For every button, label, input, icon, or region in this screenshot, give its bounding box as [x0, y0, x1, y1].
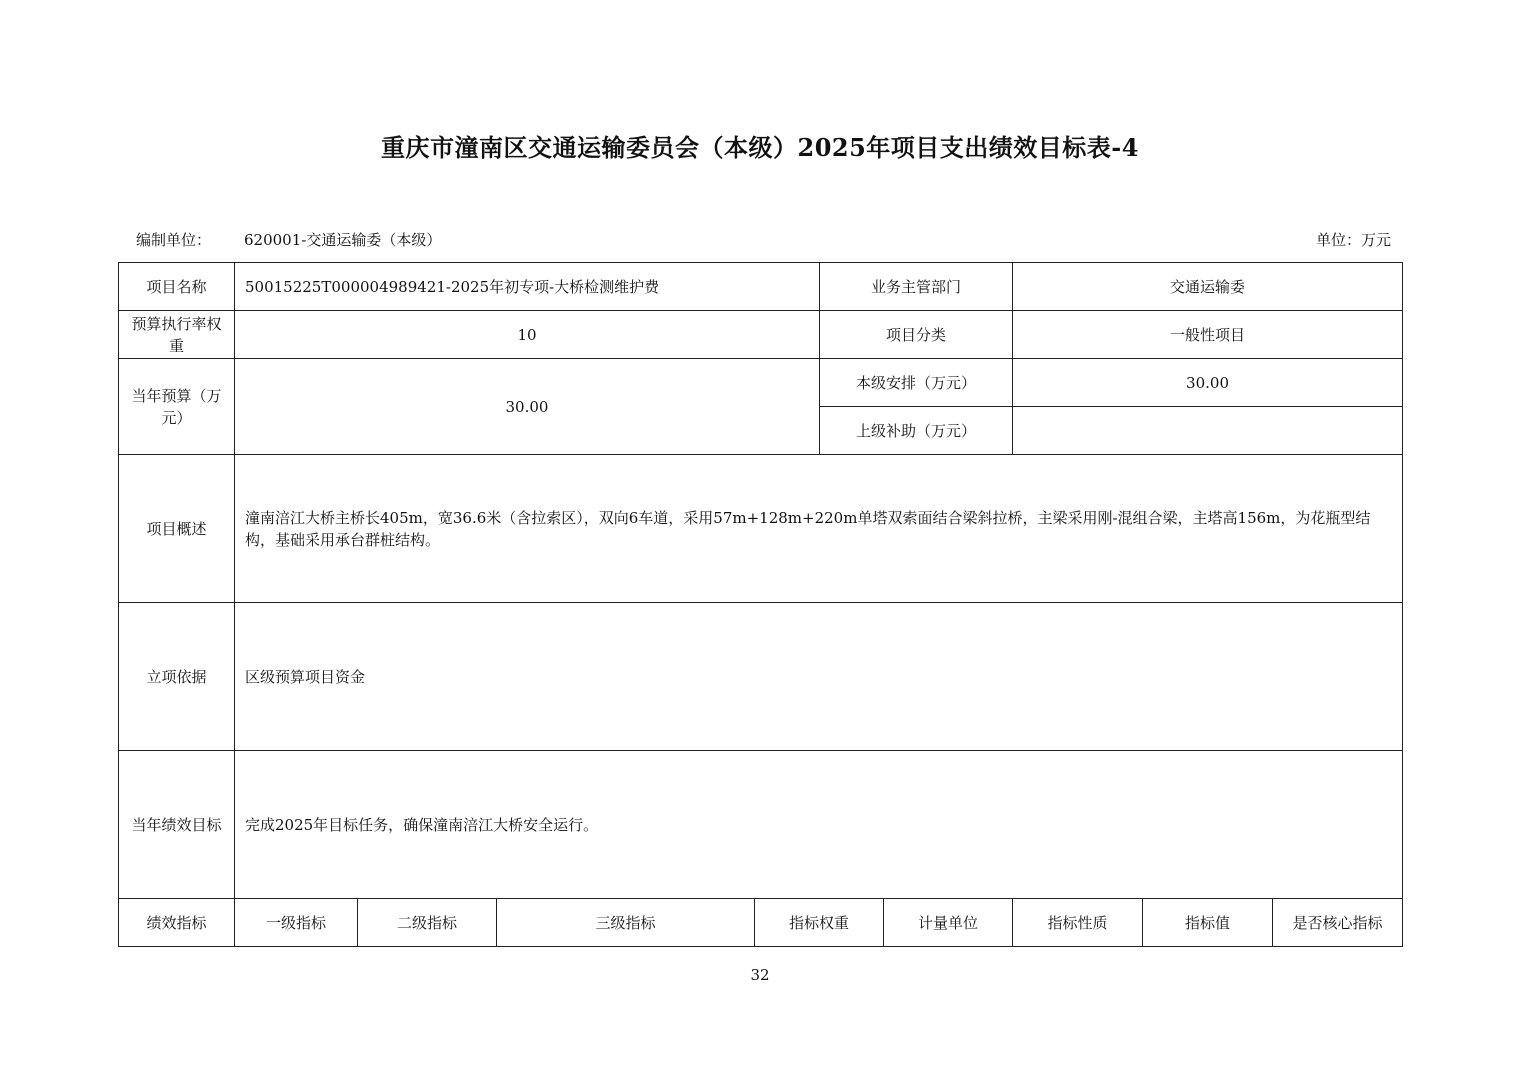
project-name-label: 项目名称 — [119, 263, 235, 311]
project-name-value: 50015225T000004989421-2025年初专项-大桥检测维护费 — [235, 263, 820, 311]
currency-unit: 单位：万元 — [1315, 231, 1391, 249]
superior-subsidy-label: 上级补助（万元） — [820, 407, 1013, 455]
compiling-unit-value: 620001-交通运输委（本级） — [244, 231, 442, 249]
header-core-indicator: 是否核心指标 — [1273, 899, 1403, 947]
annual-budget-value: 30.00 — [235, 359, 820, 455]
header-level1-indicator: 一级指标 — [235, 899, 358, 947]
header-indicator-weight: 指标权重 — [755, 899, 884, 947]
header-level3-indicator: 三级指标 — [497, 899, 755, 947]
project-overview-label: 项目概述 — [119, 455, 235, 603]
compiling-unit-label: 编制单位： — [136, 231, 212, 249]
header-indicator-value: 指标值 — [1143, 899, 1273, 947]
local-allocation-label: 本级安排（万元） — [820, 359, 1013, 407]
project-basis-label: 立项依据 — [119, 603, 235, 751]
project-overview-value: 潼南涪江大桥主桥长405m，宽36.6米（含拉索区），双向6车道，采用57m+128m+220m单塔双索面结合梁斜拉桥，主梁采用刚-混组合梁，主塔高156m，为花瓶型结构，基础采用承台群桩结构。 — [235, 455, 1403, 603]
local-allocation-value: 30.00 — [1013, 359, 1403, 407]
annual-goal-label: 当年绩效目标 — [119, 751, 235, 899]
performance-indicators-label: 绩效指标 — [119, 899, 235, 947]
header-measure-unit: 计量单位 — [884, 899, 1013, 947]
compiling-unit — [136, 229, 441, 250]
exec-rate-weight-value: 10 — [235, 311, 820, 359]
header-level2-indicator: 二级指标 — [358, 899, 497, 947]
superior-subsidy-value — [1013, 407, 1403, 455]
annual-goal-value: 完成2025年目标任务，确保潼南涪江大桥安全运行。 — [235, 751, 1403, 899]
page-number: 32 — [750, 966, 770, 984]
performance-target-table — [118, 262, 1403, 947]
project-category-value: 一般性项目 — [1013, 311, 1403, 359]
department-label: 业务主管部门 — [820, 263, 1013, 311]
project-category-label: 项目分类 — [820, 311, 1013, 359]
project-basis-value: 区级预算项目资金 — [235, 603, 1403, 751]
annual-budget-label: 当年预算（万元） — [119, 359, 235, 455]
page-title: 重庆市潼南区交通运输委员会（本级）2025年项目支出绩效目标表-4 — [381, 133, 1139, 162]
exec-rate-weight-label: 预算执行率权重 — [119, 311, 235, 359]
header-indicator-nature: 指标性质 — [1013, 899, 1143, 947]
department-value: 交通运输委 — [1013, 263, 1403, 311]
